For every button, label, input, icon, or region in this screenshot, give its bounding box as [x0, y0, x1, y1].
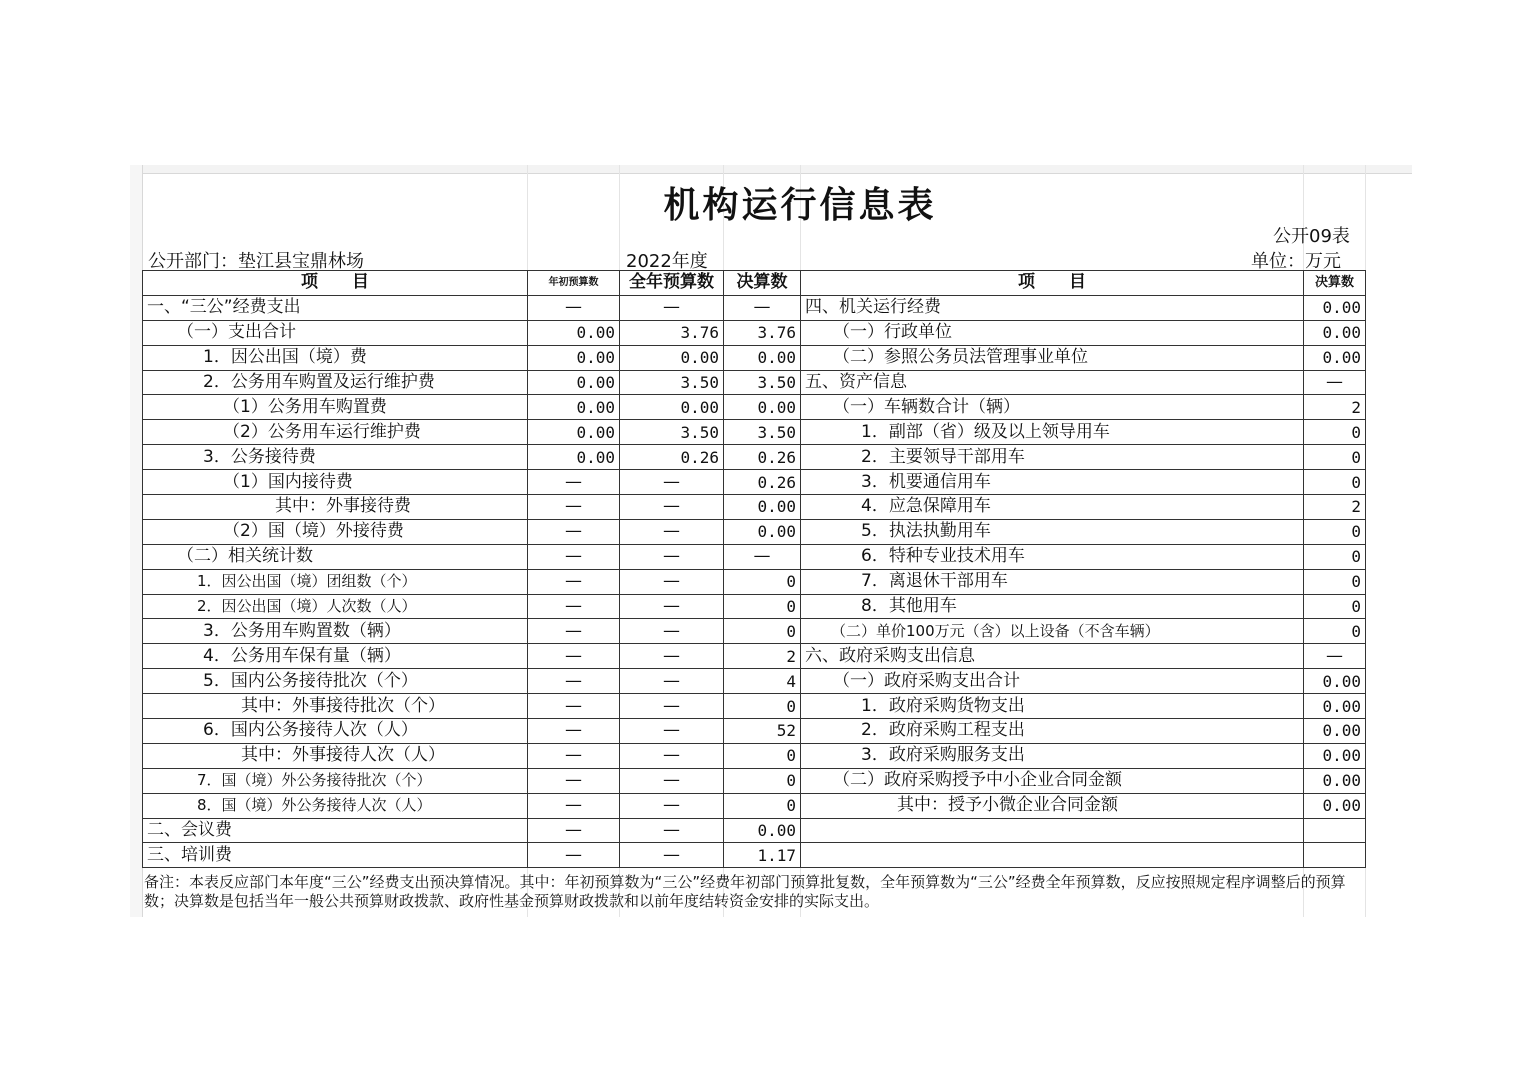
row-item: 其中：外事接待费	[143, 495, 528, 520]
row-final-right: 2	[1304, 395, 1366, 420]
row-item: （1）公务用车购置费	[143, 395, 528, 420]
row-final-right: 0.00	[1304, 694, 1366, 719]
table-row	[143, 420, 1366, 445]
row-full-year-budget: —	[620, 519, 724, 544]
header-item: 项 目	[143, 271, 528, 296]
table-row	[143, 569, 1366, 594]
row-final-right: 0	[1304, 619, 1366, 644]
table-row	[143, 818, 1366, 843]
row-item-right: 其中：授予小微企业合同金额	[801, 793, 1304, 818]
row-item-right	[801, 843, 1304, 868]
row-initial-budget: —	[528, 519, 620, 544]
row-initial-budget: 0.00	[528, 395, 620, 420]
row-final-right: 0	[1304, 519, 1366, 544]
row-item-right: 2．政府采购工程支出	[801, 719, 1304, 744]
row-initial-budget: —	[528, 569, 620, 594]
row-final-right: 0.00	[1304, 768, 1366, 793]
row-item-right: 2．主要领导干部用车	[801, 445, 1304, 470]
row-final-account: 0	[724, 793, 801, 818]
table-row	[143, 793, 1366, 818]
table-row	[143, 768, 1366, 793]
row-item-right: 1．政府采购货物支出	[801, 694, 1304, 719]
row-final-right: —	[1304, 644, 1366, 669]
page-title: 机构运行信息表	[663, 185, 937, 226]
row-initial-budget: 0.00	[528, 370, 620, 395]
row-full-year-budget: —	[620, 569, 724, 594]
row-item: 5．国内公务接待批次（个）	[143, 669, 528, 694]
row-final-right: 0.00	[1304, 743, 1366, 768]
row-full-year-budget: —	[620, 495, 724, 520]
table-row	[143, 719, 1366, 744]
table-row	[143, 495, 1366, 520]
row-item: 其中：外事接待人次（人）	[143, 743, 528, 768]
table-row	[143, 694, 1366, 719]
table-row	[143, 843, 1366, 868]
row-item: （一）支出合计	[143, 320, 528, 345]
row-initial-budget: —	[528, 768, 620, 793]
spreadsheet-sheet	[130, 165, 1412, 917]
table-row	[143, 644, 1366, 669]
row-full-year-budget: —	[620, 470, 724, 495]
table-row	[143, 669, 1366, 694]
row-initial-budget: —	[528, 793, 620, 818]
row-item-right: 四、机关运行经费	[801, 295, 1304, 320]
row-final-right: 0.00	[1304, 719, 1366, 744]
row-initial-budget: —	[528, 669, 620, 694]
table-row	[143, 345, 1366, 370]
row-initial-budget: —	[528, 843, 620, 868]
row-final-account: 0	[724, 619, 801, 644]
row-item-right	[801, 818, 1304, 843]
row-full-year-budget: 0.00	[620, 395, 724, 420]
row-full-year-budget: —	[620, 743, 724, 768]
row-item: （1）国内接待费	[143, 470, 528, 495]
unit-label: 单位：万元	[1251, 251, 1341, 272]
row-final-account: 0.00	[724, 818, 801, 843]
row-item: 三、培训费	[143, 843, 528, 868]
header-final-right: 决算数	[1304, 271, 1366, 296]
row-initial-budget: —	[528, 743, 620, 768]
row-final-right	[1304, 843, 1366, 868]
row-initial-budget: —	[528, 619, 620, 644]
footnote: 备注：本表反应部门本年度“三公”经费支出预决算情况。其中：年初预算数为“三公”经费年初部门预算批复数，全年预算数为“三公”经费全年预算数，反应按照规定程序调整后的预算数；决算数是包括当年一般公共预算财政拨款、政府性基金预算财政拨款和以前年度结转资金安排的实际支出。	[144, 873, 1346, 910]
row-item: 8．国（境）外公务接待人次（人）	[143, 793, 528, 818]
row-item-right: （二）单价100万元（含）以上设备（不含车辆）	[801, 619, 1304, 644]
row-item-right: （一）车辆数合计（辆）	[801, 395, 1304, 420]
row-full-year-budget: —	[620, 694, 724, 719]
row-final-account: 0.00	[724, 519, 801, 544]
row-initial-budget: —	[528, 495, 620, 520]
row-initial-budget: —	[528, 818, 620, 843]
row-final-right: 0.00	[1304, 295, 1366, 320]
info-table	[142, 270, 1366, 868]
row-initial-budget: —	[528, 470, 620, 495]
row-item-right: 五、资产信息	[801, 370, 1304, 395]
row-full-year-budget: 0.00	[620, 345, 724, 370]
row-final-account: 0	[724, 768, 801, 793]
row-item-right: 7．离退休干部用车	[801, 569, 1304, 594]
row-initial-budget: 0.00	[528, 420, 620, 445]
header-final-account: 决算数	[724, 271, 801, 296]
table-row	[143, 445, 1366, 470]
table-row	[143, 470, 1366, 495]
row-item-right: （二）政府采购授予中小企业合同金额	[801, 768, 1304, 793]
table-row	[143, 519, 1366, 544]
row-full-year-budget: —	[620, 295, 724, 320]
row-final-account: 0	[724, 569, 801, 594]
row-final-right: 0	[1304, 420, 1366, 445]
row-initial-budget: 0.00	[528, 445, 620, 470]
row-full-year-budget: —	[620, 719, 724, 744]
row-item-right: 1．副部（省）级及以上领导用车	[801, 420, 1304, 445]
table-row	[143, 370, 1366, 395]
row-full-year-budget: —	[620, 793, 724, 818]
row-final-right: —	[1304, 370, 1366, 395]
row-final-account: 0.00	[724, 395, 801, 420]
row-full-year-budget: —	[620, 619, 724, 644]
table-header-row	[143, 271, 1366, 296]
row-final-account: 0.26	[724, 445, 801, 470]
row-final-right: 0	[1304, 470, 1366, 495]
row-item: 3．公务用车购置数（辆）	[143, 619, 528, 644]
row-final-right: 0.00	[1304, 345, 1366, 370]
row-final-right: 0	[1304, 544, 1366, 569]
row-item-right: 3．政府采购服务支出	[801, 743, 1304, 768]
row-final-account: 1.17	[724, 843, 801, 868]
row-initial-budget: —	[528, 719, 620, 744]
row-item-right: （二）参照公务员法管理事业单位	[801, 345, 1304, 370]
row-full-year-budget: 3.76	[620, 320, 724, 345]
table-row	[143, 619, 1366, 644]
row-final-account: —	[724, 295, 801, 320]
row-final-right: 0	[1304, 445, 1366, 470]
row-final-right	[1304, 818, 1366, 843]
row-item: 其中：外事接待批次（个）	[143, 694, 528, 719]
row-item: （2）国（境）外接待费	[143, 519, 528, 544]
row-initial-budget: 0.00	[528, 345, 620, 370]
form-code: 公开09表	[1273, 226, 1350, 247]
row-full-year-budget: 0.26	[620, 445, 724, 470]
row-item: 7．国（境）外公务接待批次（个）	[143, 768, 528, 793]
row-full-year-budget: 3.50	[620, 370, 724, 395]
row-full-year-budget: 3.50	[620, 420, 724, 445]
row-item: （二）相关统计数	[143, 544, 528, 569]
row-final-right: 0.00	[1304, 320, 1366, 345]
row-item: 4．公务用车保有量（辆）	[143, 644, 528, 669]
row-final-account: 3.50	[724, 420, 801, 445]
row-final-account: 0.26	[724, 470, 801, 495]
row-item-right: 六、政府采购支出信息	[801, 644, 1304, 669]
row-item: 2．公务用车购置及运行维护费	[143, 370, 528, 395]
year-label: 2022年度	[626, 251, 708, 272]
row-item: 1．因公出国（境）费	[143, 345, 528, 370]
row-item-right: 5．执法执勤用车	[801, 519, 1304, 544]
row-final-right: 2	[1304, 495, 1366, 520]
row-item-right: 6．特种专业技术用车	[801, 544, 1304, 569]
row-initial-budget: —	[528, 295, 620, 320]
row-item-right: （一）政府采购支出合计	[801, 669, 1304, 694]
row-final-account: 3.76	[724, 320, 801, 345]
row-final-account: 52	[724, 719, 801, 744]
row-item: 3．公务接待费	[143, 445, 528, 470]
header-full-year-budget: 全年预算数	[620, 271, 724, 296]
table-row	[143, 594, 1366, 619]
row-item-right: 3．机要通信用车	[801, 470, 1304, 495]
row-full-year-budget: —	[620, 818, 724, 843]
table-row	[143, 295, 1366, 320]
row-item-right: （一）行政单位	[801, 320, 1304, 345]
header-initial-budget: 年初预算数	[528, 271, 620, 296]
row-final-account: 0	[724, 694, 801, 719]
row-item: （2）公务用车运行维护费	[143, 420, 528, 445]
table-row	[143, 544, 1366, 569]
row-initial-budget: —	[528, 694, 620, 719]
row-final-right: 0	[1304, 594, 1366, 619]
row-item: 2．因公出国（境）人次数（人）	[143, 594, 528, 619]
row-item: 1．因公出国（境）团组数（个）	[143, 569, 528, 594]
header-item-right: 项 目	[801, 271, 1304, 296]
row-final-account: 0.00	[724, 495, 801, 520]
row-initial-budget: —	[528, 594, 620, 619]
row-initial-budget: —	[528, 544, 620, 569]
row-final-right: 0	[1304, 569, 1366, 594]
row-full-year-budget: —	[620, 843, 724, 868]
row-final-account: 4	[724, 669, 801, 694]
table-row	[143, 320, 1366, 345]
row-full-year-budget: —	[620, 544, 724, 569]
column-header-strip	[130, 165, 1412, 174]
row-item: 二、会议费	[143, 818, 528, 843]
row-final-account: 0.00	[724, 345, 801, 370]
row-final-account: 2	[724, 644, 801, 669]
row-full-year-budget: —	[620, 669, 724, 694]
row-item: 一、“三公”经费支出	[143, 295, 528, 320]
row-final-account: 0	[724, 743, 801, 768]
row-final-account: 3.50	[724, 370, 801, 395]
row-final-account: —	[724, 544, 801, 569]
department-label: 公开部门：垫江县宝鼎林场	[148, 251, 364, 272]
table-row	[143, 743, 1366, 768]
row-item: 6．国内公务接待人次（人）	[143, 719, 528, 744]
row-full-year-budget: —	[620, 644, 724, 669]
row-final-right: 0.00	[1304, 793, 1366, 818]
row-item-right: 8．其他用车	[801, 594, 1304, 619]
row-full-year-budget: —	[620, 594, 724, 619]
row-final-right: 0.00	[1304, 669, 1366, 694]
row-initial-budget: —	[528, 644, 620, 669]
table-row	[143, 395, 1366, 420]
row-initial-budget: 0.00	[528, 320, 620, 345]
row-full-year-budget: —	[620, 768, 724, 793]
row-final-account: 0	[724, 594, 801, 619]
row-item-right: 4．应急保障用车	[801, 495, 1304, 520]
